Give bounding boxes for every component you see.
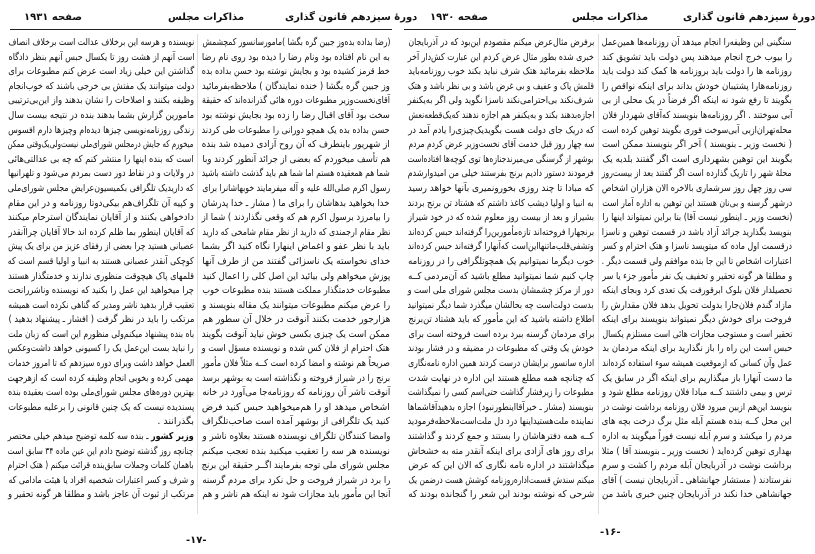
text-line	[408, 267, 594, 282]
line-text: دور از مرکز چشمشان بدست مجلس شورای ملی است و	[408, 285, 594, 297]
text-line	[8, 91, 194, 106]
text-line	[602, 33, 792, 48]
line-text: است که بنده اینها را منتشر کنم که چه بی عدالتی‌هائی	[8, 153, 194, 165]
line-text: خبری شده بطور مثال عرض کردم این عبارت کش‌دار آخر	[408, 51, 594, 63]
text-line	[408, 252, 594, 267]
line-text: صریحاً هم نوشته و امضا کرده است کــه مثلاً فلان مأمور	[202, 358, 390, 370]
text-line	[8, 223, 194, 238]
line-text: آنوقت ناشر آن روزنامه که روزنامه‌جا می‌آورد در خانه	[202, 387, 390, 399]
line-text: به انبیا و اولیا دیشب کاغذ داشتم که هشتاد تن برنج بردند	[408, 197, 594, 209]
text-line	[202, 456, 390, 471]
line-text: نظر مقام ارجمندی که دارید از نظر مقام شامخی که دارید	[202, 226, 390, 238]
line-text: دادخواهی بکنند و از آقایان نمایندگان استرحام میکنند	[8, 212, 194, 224]
text-line	[202, 121, 390, 136]
line-text: بنویسد بگذارید جرائد آزاد باشد در قسمت توهین و ناسزا	[602, 226, 792, 238]
text-line	[408, 310, 594, 325]
line-text: مردم را میکشد و سرم آبله نیست فوراً میگویند به اداره	[602, 431, 792, 443]
text-line	[202, 325, 390, 340]
text-line	[408, 412, 594, 427]
line-text: خودش یک وقتی که مطبوعات در مضیقه و در فشار بودند	[408, 343, 594, 355]
line-text: قلمهای پاک هیچوقت منظوری ندارند و خدمتگذار هستند	[8, 270, 194, 282]
line-text: بوشهر از گرسنگی می‌میرند‌جنازه‌ها توی کوچه‌ها افتاده‌است	[408, 153, 594, 165]
line-text: ما دست آنهارا باز میگذاریم برای اینکه اگر در سابق یک	[602, 372, 792, 384]
text-line	[8, 398, 194, 413]
header-rule	[404, 29, 796, 30]
text-line	[408, 427, 594, 442]
line-text: کــه همه دفترهاشان را بستند و جمع کردند و گذاشتند	[408, 431, 594, 443]
page-number-header: صفحه ۱۹۳۰	[430, 12, 489, 23]
session-title: دورهٔ سیزدهم قانون گذاری	[683, 12, 815, 23]
line-text: دولت میتوانند یک مفتش بی خرجی باشند که خوب‌انجام	[8, 80, 194, 92]
line-text: آقای‌نخست‌وزیر مطبوعات دوره هائی گذرانده‌اند که حقیقة	[202, 95, 390, 107]
text-line	[602, 194, 792, 209]
text-line	[602, 383, 792, 398]
line-text: تحصیلدار فلان بلوک ابرقورفت یک تعدی کرد وبجای اینکه	[602, 285, 792, 297]
line-text: خدای نخواسته یک ناسزائی گفتند من از طرف آنها	[202, 255, 390, 267]
line-text: العمل خواهد داشت وبرای دوره سیزدهم که تا امروز خدمات	[8, 358, 194, 370]
line-text: محله‌تهران‌ازبی آبی‌سوخت فوری بگویند توهین کرده است	[602, 124, 792, 136]
text-line	[8, 471, 194, 486]
line-text: بهترین دوره‌های مجلس شورای‌ملی بوده است بعقیده بنده	[8, 387, 194, 399]
text-line	[8, 369, 194, 384]
text-line	[408, 485, 594, 500]
text-line	[408, 121, 594, 136]
line-text: مطبوعات خدمتگذار مملکت هستند بنده مطبوعات خوب	[202, 285, 390, 297]
line-text: مرتکب از ثبوت آن عاجز باشد و مطلقا هر گونه تحقیر و	[8, 489, 194, 501]
text-line	[8, 412, 194, 427]
line-text: سی روز چهل روز سرشماری بالاخره الان هزاران اشخاص	[602, 182, 792, 194]
text-line	[602, 91, 792, 106]
text-line	[8, 310, 194, 325]
line-text: زندگی روزنامه‌نویسی چیزها دیده‌ام وچیزها دارم افسوس	[8, 124, 194, 136]
text-line	[202, 339, 390, 354]
line-text: شما هم همعقیده هستم اما شما هم باید گذشت داشته باشید	[202, 168, 390, 180]
line-text: را برد در شیراز فروخت و حل نکرد برای مردم گرسنه	[202, 474, 390, 486]
text-line	[8, 179, 194, 194]
text-line	[408, 77, 594, 92]
text-line	[602, 121, 792, 136]
text-line	[202, 442, 390, 457]
text-line	[202, 310, 390, 325]
line-text: برنج را در شیراز فروخته و نگذاشته است به بوشهر برسد	[202, 372, 390, 384]
page-footer-number: -۱۷-	[186, 535, 207, 546]
line-text: جهانشاهی خدا نکند در آذربایجان چنین خبری باشد من	[602, 489, 792, 501]
text-column-right	[602, 33, 792, 500]
line-text: و شرف و کسر اعتبارات شخصیه افراد یا هیئت مادامی که	[8, 474, 194, 486]
text-line	[8, 237, 194, 252]
text-line	[602, 62, 792, 77]
line-text: چاپ کنیم شما نمیتوانید مطلع باشید که آن‌مردمی کــه	[408, 270, 594, 282]
text-line	[408, 135, 594, 150]
text-line	[8, 252, 194, 267]
text-line	[202, 427, 390, 442]
line-text: باه بنده پیشنهاد میکنم‌ولی منظورم این است که زبان ملت	[8, 328, 194, 340]
text-line	[408, 208, 594, 223]
column-divider	[197, 34, 198, 514]
line-text: وتشفی‌قلب‌ماتنها‌این‌است که‌آنهارا گرفته‌اند حبس کرده‌اند	[408, 241, 594, 253]
text-line	[602, 223, 792, 238]
line-text: بهداری توهین کرده‌اید ( نخست وزیر ـ بنویسند آقا ) مثلا	[602, 445, 792, 457]
line-text: پوزش میخواهم ولی بیائید این اصل کلی را اعمال کنید	[202, 270, 390, 282]
line-text: محلهٔ شهر را تاریک گذارده است اگر گفتند بعد از بیست‌روز	[602, 168, 792, 180]
text-line	[602, 354, 792, 369]
line-text: به این نام افتاده بود ونام رضا را دیده بود روی نام رضا	[202, 51, 390, 63]
text-line	[202, 369, 390, 384]
line-text: مطبوعات را زیرفشار گذاشت حتی‌اسم کسی را نمیگذاشت	[408, 387, 594, 399]
text-line	[408, 339, 594, 354]
text-line	[602, 150, 792, 165]
line-text: وامضا کنندگان تلگراف نویسنده هستند بعلاوه ناشر و	[202, 431, 390, 443]
text-line	[602, 48, 792, 63]
line-text: نماینده ملت‌هستید‌اینها درد دل ملت‌است‌ملاحظه‌فرمودید	[408, 416, 594, 428]
line-text: که چنانچه همه مطلع هستند این اداره در نهایت شدت	[408, 372, 594, 384]
line-text: عمل وآن کسانی که ازموقعیت همیشه سوء استفاده کرده‌اند	[602, 358, 792, 370]
page-number-header: صفحه ۱۹۳۱	[24, 12, 83, 23]
text-line	[202, 223, 390, 238]
text-line	[602, 281, 792, 296]
line-text: برای روز های آزادی برای اینکه آنقدر مته به خشخاش	[408, 445, 594, 457]
line-text: را عرض میکنم مطبوعات میتوانند یک مقاله بنویسند و	[202, 299, 390, 311]
text-line	[408, 296, 594, 311]
text-line	[202, 33, 390, 48]
line-text: برنجهارا فروخته‌اند تازه‌مأمورین‌را گرفته‌اند حبس کرده‌اند	[408, 226, 594, 238]
line-text: خوب دیگرما نمیتوانیم یک همچوتلگرافی را در روزنامه	[408, 255, 594, 267]
text-line	[202, 91, 390, 106]
text-line	[408, 150, 594, 165]
text-line	[202, 485, 390, 500]
text-line	[408, 223, 594, 238]
text-line	[408, 48, 594, 63]
line-text: را نباید بست این‌عمل یک را کسیونی خواهد داشت‌وعکس	[8, 343, 194, 355]
line-text: مرتکب را باید در نظر گرفت ( افشار ـ پیشنهاد بدهید )	[8, 314, 194, 326]
line-text: نویسنده و هرسه این برخلاف عدالت است برخلاف انصاف	[8, 37, 194, 48]
line-text: وز جبین گره بگشا ( خنده نمایندگان ) ملاحظه‌بفرمائید	[202, 80, 390, 92]
text-line	[602, 237, 792, 252]
text-line	[202, 237, 390, 252]
line-text: اعتبارات اشخاص تا این جا بنده موافقم ولی قسمت دیگر .	[602, 255, 792, 267]
text-line	[602, 398, 792, 413]
speaker-name: وزیر کشور	[151, 431, 194, 443]
text-line	[408, 91, 594, 106]
line-text: قلمش پاک و عفیف و بی غرض باشد و بی نظر باشد و هتک	[408, 80, 594, 92]
line-text: مجلس شورای ملی توجه بفرمایند اگــر حقیقة این برنج	[202, 460, 390, 472]
session-title: دورهٔ سیزدهم قانون گذاری	[285, 12, 418, 23]
text-line	[602, 369, 792, 384]
speaker-text: ـ بنده سه کلمه توضیح میدهم خیلی مختصر	[8, 431, 152, 443]
line-text: است آنهم از هشت روز تا یکسال حبس آنهم بنظر دادگاه	[8, 51, 194, 63]
line-text: حبس است این راه را باز نگذارید برای اینکه مردمان بد	[602, 343, 792, 355]
text-line	[602, 106, 792, 121]
text-line	[602, 252, 792, 267]
text-line	[202, 296, 390, 311]
text-line	[8, 164, 194, 179]
line-text: میخورم که جایش درمجلس شورای‌ملی نیست‌ولی‌یک‌وقتی ممکن	[8, 139, 194, 151]
line-text: هتک احترام از فلان کس شده و نویسنده مسؤل است و	[202, 343, 390, 355]
text-line	[408, 383, 594, 398]
line-text: حسن بداده بده یک همچو دورانی را مطبوعات طی کردند	[202, 124, 390, 136]
line-text: فرمودند دستور دادیم برنج بفرستند خیلی من امیدوارشدم	[408, 168, 594, 180]
text-line	[602, 267, 792, 282]
text-line	[202, 62, 390, 77]
text-line	[8, 77, 194, 92]
text-line	[602, 485, 792, 500]
text-line	[202, 398, 390, 413]
text-line	[8, 106, 194, 121]
line-text: که داریدیک تلگرافی بکمیسیون‌عرایض مجلس شورای‌ملی	[8, 182, 194, 194]
page-footer-number: -۱۶-	[600, 527, 621, 538]
line-text: اطلاع داشته باشید که این مأمور که باید هشتاد تن‌برنج	[408, 314, 594, 326]
text-line	[202, 412, 390, 427]
text-line	[408, 442, 594, 457]
line-text: مامورین گزارش بشما بدهند بنده در نتیجه بیست سال	[8, 109, 194, 121]
line-text: بگویند این توهین بشهرداری است اگر گفتند بلدیه یک	[602, 153, 792, 165]
line-text: بشیراز و بعد از بیست روز معلوم شده که در خود شیراز	[408, 212, 594, 224]
line-text: که مبادا تا چند روزی بخورونمیری بآنها خواهد رسید	[408, 182, 594, 194]
page-1930	[400, 0, 815, 554]
text-column-left	[408, 33, 594, 500]
text-line	[408, 179, 594, 194]
text-line	[202, 267, 390, 282]
text-line	[8, 267, 194, 282]
text-line	[408, 237, 594, 252]
text-line	[408, 456, 594, 471]
text-line	[408, 471, 594, 486]
line-text: هم تأسف میخوردم که بعضی از جرائد آنطور کردند وبا	[202, 153, 390, 165]
line-text: وظیفه بکنند و اصلاحات را نشان بدهند واز این‌بی‌ترتیبی	[8, 95, 194, 107]
text-line	[602, 179, 792, 194]
line-text: فروخت برای خودش دیگر نمیتواند بنویسند برای اینکه	[602, 314, 792, 326]
line-text: در ولایات و در نقاط دور دست بمردم می‌شود و تلهرانیها	[8, 168, 194, 180]
column-divider	[598, 34, 599, 514]
text-line	[202, 106, 390, 121]
text-line	[8, 354, 194, 369]
text-column-right	[202, 33, 390, 500]
line-text: ( نخست وزیر ـ بنویسند ) آخر اگر بنویسند ممکن است	[602, 139, 792, 151]
text-line	[602, 135, 792, 150]
running-title: مذاکرات مجلس	[168, 12, 245, 23]
line-text: را بیوب خرج انجام میدهند پس دولت باید تشویق کند	[602, 51, 792, 63]
text-line	[602, 339, 792, 354]
line-text: رسول اکرم صلی‌الله علیه و آله میفرمایند خوبهاشانرا برای	[202, 182, 390, 194]
text-line	[408, 354, 594, 369]
text-line	[202, 164, 390, 179]
text-line	[602, 296, 792, 311]
line-text: بدست دولت‌است چه بحالشان میگذرد شما دیگر نمیتوانید	[408, 299, 594, 311]
line-text: و کپیه آن تلگراف‌هم بیکی‌دوتا روزنامه و در این مقام	[8, 197, 194, 209]
text-line	[202, 48, 390, 63]
text-line	[408, 62, 594, 77]
line-text: خط قرمز کشیده بود و بجایش نوشته بود حسن بداده بده	[202, 66, 390, 78]
line-text: تحقیر است و مستوجب مجازات هائی است مستلزم یکسال	[602, 328, 792, 340]
text-line	[602, 164, 792, 179]
text-line	[202, 281, 390, 296]
text-line	[408, 33, 594, 48]
line-text: روزنامه‌هارا پشتیبان خودش بداند برای اینکه نواقص را	[602, 80, 792, 92]
line-text: کوچکی آنقدر عصبانی هستند به انبیا و اولیا قسم است که	[8, 255, 194, 267]
text-line	[202, 252, 390, 267]
line-text: ستگینی این وظیفه‌را انجام میدهد آن روزنامه‌ها همین‌عمل	[602, 37, 792, 48]
line-text: بگذرانند .	[157, 416, 194, 428]
line-text: برداشت نوشت در آذربایجان آبله مردم را کشت و سرم	[602, 460, 792, 472]
text-line	[602, 77, 792, 92]
text-line	[8, 427, 194, 442]
text-line	[602, 325, 792, 340]
text-line	[408, 106, 594, 121]
text-line	[408, 398, 594, 413]
line-text: بگویند تا رفع شود نه اینکه اگر فرضاً در یک محلی از بی	[602, 95, 792, 107]
line-text: درقسمت اول ماده که میتویسد ناسزا و هتک احترام و کسر	[602, 241, 792, 253]
text-line	[602, 471, 792, 486]
text-line	[408, 194, 594, 209]
line-text: نویسنده هر سه را تعقیب میکنید بنده تعجب میکنم	[202, 445, 390, 457]
line-text: سخت بود آقای اقبال رضا را زده بود بجایش نوشته بود	[202, 109, 390, 121]
line-text: پسندیده نیست که یک چنین قانونی را برعلیه مطبوعات	[8, 401, 194, 413]
text-line	[8, 62, 194, 77]
line-text: که آقایان اینطور بما ظلم کرده اند حالا آقایان چراآنقدر	[8, 226, 194, 238]
text-line	[8, 208, 194, 223]
line-text: ممکن است یک چیزی بکسی خوش نیاید آنوقت بگویند	[202, 328, 390, 340]
text-line	[8, 485, 194, 500]
text-column-left	[8, 33, 194, 500]
text-line	[8, 150, 194, 165]
text-line	[8, 281, 194, 296]
text-line	[8, 442, 194, 457]
line-text: از شهریور باینطرف که آن روح آزادی دمیده شد بنده	[202, 139, 390, 151]
text-line	[8, 135, 194, 150]
line-text: هزارجور خدمت بکنند آنوقت در خلال آن سطور هم	[202, 314, 390, 326]
text-line	[408, 325, 594, 340]
line-text: شرحی که نوشته بودند این شعر را گنجانده بودند که	[408, 489, 594, 501]
line-text: باهمان کلمات وجملات سابق‌بنده قرائت میکنم ( هتک احترام	[8, 460, 194, 472]
header-rule	[10, 29, 392, 30]
line-text: گذاشتن این خیلی زیاد است عرض کنم مطبوعات برای	[8, 66, 194, 78]
line-text: روزنامه ها را دولت باید بروزنامه ها کمک کند دولت باید	[602, 66, 792, 78]
text-line	[8, 48, 194, 63]
line-text: اجازه‌بدهند بکند و به‌یکنفر هم اجازه ندهند که‌یک‌قطعه‌نعش	[408, 109, 594, 121]
line-text: که دریک جای دولت هست بگویدیک‌چیزی‌را یادم آمد در	[408, 124, 594, 136]
text-line	[8, 121, 194, 136]
text-line	[602, 208, 792, 223]
line-text: بنویسد این‌هم ازبین میرود فلان روزنامه برداشت نوشت در	[602, 401, 792, 413]
line-text: برفرض مثال‌عرض میکنم مقصودم این‌بود که در آذربایجان	[408, 37, 594, 48]
line-text: کنید یک تلگرافی از بوشهر آمده است صاحب‌تلگراف	[202, 416, 390, 428]
text-line	[8, 383, 194, 398]
line-text: مازاد گندم فلان‌جارا بدولت تحویل بدهد فلان مقدارش را	[602, 299, 792, 311]
line-text: تعقیب قرار بدهید ناشر ومدیر که گناهی نکرده است همیشه	[8, 299, 194, 311]
line-text: (نخست وزیر ـ اینطور نیست آقا) بنا براین نمیتواند اینها را	[602, 212, 792, 224]
text-line	[602, 310, 792, 325]
text-line	[8, 194, 194, 209]
text-line	[8, 325, 194, 340]
text-line	[202, 179, 390, 194]
line-text: سه چهار روز قبل خدمت آقای نخست‌وزیر عرض کردم مردم	[408, 139, 594, 151]
line-text: میکنم سندش قسمت‌اداره‌روزنامه کوشش هست درضمن یک	[408, 474, 594, 486]
text-line	[408, 369, 594, 384]
line-text: را بیامرزد برسول اکرم هم که وقعی نگذاردند ) شما از	[202, 212, 390, 224]
line-text: آنجا این مأمور باید مجازات شود نه اینکه هم ناشر و هم	[202, 489, 390, 501]
text-line	[408, 281, 594, 296]
line-text: برای مردمان گرسنه ببرد برده است فروخته است برای	[408, 328, 594, 340]
line-text: ترس و بیمی داشتند کــه مبادا فلان روزنامه مطلع شود و	[602, 387, 792, 399]
line-text: و مطلقا هر گونه تحقیر و تخفیف یک نفر مأمور جزء یا سر	[602, 270, 792, 282]
text-line	[8, 33, 194, 48]
line-text: اداره سانسور برایشان درست کردند همین اداره نامه‌نگاری	[408, 358, 594, 370]
line-text: باید با نظر عفو و اغماض اینهارا نگاه کنید اگر بشما	[202, 241, 390, 253]
running-title: مذاکرات مجلس	[572, 12, 649, 23]
line-text: این محل کــه بنده هستم آبله مثل برگ درخت بچه های	[602, 416, 792, 428]
line-text: اشخاص میدهد او را هم‌میخواهید حبس کنید فرض	[202, 401, 390, 413]
line-text: عصبانی هستید چرا بعضی از رفقای عزیز من برای یک پیش	[8, 241, 194, 253]
text-line	[8, 456, 194, 471]
text-line	[602, 456, 792, 471]
line-text: خدا بخواهید بدهاشان را برای ما ( مشار ـ خدا پدرشان	[202, 197, 390, 209]
line-text: درشهر گرسنه و بی‌نان هستند این توهین به اداره آمار است	[602, 197, 792, 209]
text-line	[202, 208, 390, 223]
line-text: (رضا بداده بده‌وز جبین گره بگشا )مامورسانسور کمچشمش	[202, 37, 390, 48]
line-text: میگذاشتند در اداره نامه نگاری که الان این که عرض	[408, 460, 594, 472]
text-line	[202, 354, 390, 369]
text-line	[602, 442, 792, 457]
text-line	[8, 339, 194, 354]
text-line	[408, 164, 594, 179]
line-text: شرف‌نکند بی‌احترامی‌نکند ناسزا نگوید ولی اگر به‌یکنفر	[408, 95, 594, 107]
line-text: ملاحظه بفرمائید هتک شرف نباید بکند خوب روزنامه‌باید	[408, 66, 594, 78]
text-line	[602, 412, 792, 427]
line-text: مهمی کرده و بخوبی انجام وظیفه کرده است که ازهرجهت	[8, 372, 194, 384]
line-text: آبی سوختند . اگر روزنامه‌ها بنویسند که‌آقای شهردار فلان	[602, 109, 792, 121]
line-text: چرا میخواهید این عمل را بکنید که نویسنده وناشررانحت	[8, 285, 194, 297]
line-text: بنویسند (مشار ـ خیرآقااینطورنبود) اجازه بدهیدآقاشماها	[408, 401, 594, 413]
line-text: نفرستادند ( مستشار جهانشاهی ـ آذربایجان نیست ) آقای	[602, 474, 792, 486]
text-line	[202, 194, 390, 209]
text-line	[602, 427, 792, 442]
text-line	[8, 296, 194, 311]
line-text: چنانچه روز گذشته توضیح دادم این عین ماده ۳۴ سابق است	[8, 445, 194, 457]
